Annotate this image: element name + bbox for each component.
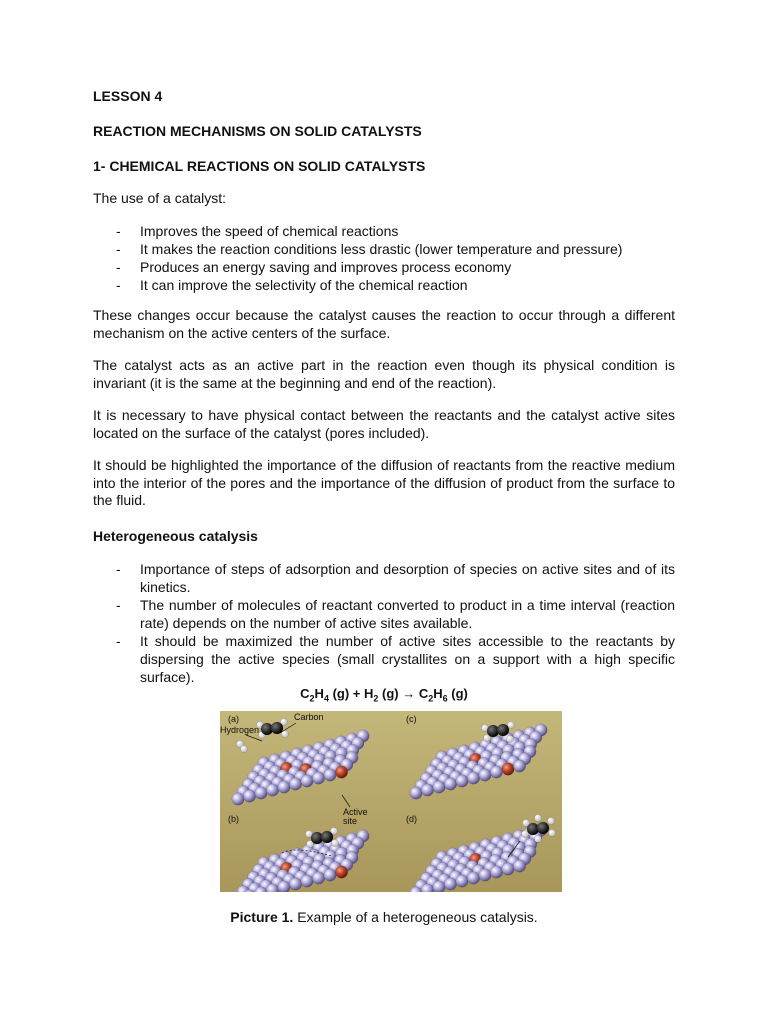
- hydrogen-atom: [240, 745, 247, 752]
- list-item-text: It makes the reaction conditions less drastic (lower temperature and pressure): [140, 241, 623, 257]
- surface-sphere: [433, 881, 445, 892]
- panel-label-b: (b): [228, 814, 239, 824]
- intro-text: The use of a catalyst:: [93, 190, 227, 206]
- hydrogen-atom: [548, 829, 555, 836]
- surface-sphere: [289, 878, 301, 890]
- page-title: REACTION MECHANISMS ON SOLID CATALYSTS: [93, 123, 422, 139]
- catalysis-figure: [220, 711, 562, 892]
- paragraph-active-part: The catalyst acts as an active part in the reaction even though its physical condition is invariant (it is the same at the beginning and end of the reaction).: [93, 357, 675, 391]
- surface-sphere: [513, 760, 525, 772]
- surface-sphere: [232, 793, 244, 805]
- surface-sphere: [456, 775, 468, 787]
- surface-sphere: [278, 781, 290, 793]
- lesson-label: LESSON 4: [93, 88, 163, 104]
- label-active: Active: [343, 807, 368, 817]
- list-item-text: Importance of steps of adsorption and desorption of species on active sites and of its kinetics.: [140, 561, 675, 595]
- list-item: - Improves the speed of chemical reactions: [116, 223, 399, 239]
- section-heading-1: 1- CHEMICAL REACTIONS ON SOLID CATALYSTS: [93, 158, 426, 174]
- active-site-sphere: [335, 766, 347, 778]
- surface-sphere: [444, 878, 456, 890]
- carbon-atom: [321, 831, 333, 843]
- label-carbon: Carbon: [294, 712, 324, 722]
- caption-text: Example of a heterogeneous catalysis.: [293, 909, 538, 925]
- surface-sphere: [312, 872, 324, 884]
- surface-sphere: [421, 784, 433, 796]
- surface-sphere: [490, 866, 502, 878]
- hydrogen-atom: [547, 817, 554, 824]
- surface-sphere: [324, 869, 336, 881]
- list-item: - It makes the reaction conditions less drastic (lower temperature and pressure): [116, 241, 623, 257]
- surface-sphere: [301, 875, 313, 887]
- heterogeneous-points-list: [93, 560, 675, 686]
- list-item-text: It can improve the selectivity of the chemical reaction: [140, 277, 468, 293]
- surface-sphere: [255, 787, 267, 799]
- carbon-atom: [497, 724, 509, 736]
- reaction-equation: $C_2H_4$ $(g) + H_2$ $(g) \to C_2H_6$ (g): [300, 686, 468, 704]
- surface-sphere: [479, 769, 491, 781]
- hydrogen-atom: [534, 835, 541, 842]
- caption-label: Picture 1.: [230, 909, 294, 925]
- panel-label-c: (c): [406, 714, 417, 724]
- surface-sphere: [410, 787, 422, 799]
- surface-sphere: [266, 784, 278, 796]
- section-heading-2: Heterogeneous catalysis: [93, 528, 258, 544]
- surface-sphere: [312, 772, 324, 784]
- paragraph-diffusion: It should be highlighted the importance of the diffusion of reactants from the reactive medium into the interior of the pores and the importance of the diffusion of product from the surface to the fluid.: [93, 457, 675, 508]
- list-item: - It can improve the selectivity of the chemical reaction: [116, 277, 468, 293]
- list-item-text: It should be maximized the number of active sites accessible to the reactants by dispersing the active species (small crystallites on a support with a high specific surface).: [140, 633, 675, 685]
- label-hydrogen: Hydrogen: [220, 725, 260, 735]
- surface-sphere: [324, 769, 336, 781]
- panel-label-d: (d): [406, 814, 417, 824]
- surface-sphere: [301, 775, 313, 787]
- hydrogen-atom: [534, 814, 541, 821]
- list-item: - Importance of steps of adsorption and desorption of species on active sites and of its kinetics.: [116, 561, 675, 595]
- list-item-text: Produces an energy saving and improves process economy: [140, 259, 512, 275]
- surface-sphere: [278, 881, 290, 892]
- list-item: - Produces an energy saving and improves process economy: [116, 259, 512, 275]
- list-item-text: The number of molecules of reactant converted to product in a time interval (reaction rate) depends on the number of active sites available.: [140, 597, 675, 631]
- paragraph-mechanism: These changes occur because the catalyst causes the reaction to occur through a different mechanism on the active centers of the surface.: [93, 307, 675, 341]
- list-item-text: Improves the speed of chemical reactions: [140, 223, 399, 239]
- carbon-atom: [537, 822, 549, 834]
- hydrogen-atom: [331, 839, 338, 846]
- list-item: - It should be maximized the number of active sites accessible to the reactants by dispersing the active species (small crystallites on a support with a high specific surface).: [116, 633, 675, 685]
- paragraph-contact: It is necessary to have physical contact between the reactants and the catalyst active sites located on the surface of the catalyst (pores included).: [93, 407, 675, 441]
- surface-sphere: [502, 863, 514, 875]
- surface-sphere: [444, 778, 456, 790]
- panel-label-a: (a): [228, 714, 239, 724]
- surface-sphere: [433, 781, 445, 793]
- surface-sphere: [479, 869, 491, 881]
- active-site-sphere: [335, 866, 347, 878]
- surface-sphere: [467, 872, 479, 884]
- active-site-sphere: [502, 763, 514, 775]
- label-site: site: [343, 816, 358, 826]
- hydrogen-atom: [506, 735, 513, 742]
- surface-sphere: [289, 778, 301, 790]
- surface-sphere: [243, 790, 255, 802]
- surface-sphere: [456, 875, 468, 887]
- surface-sphere: [490, 766, 502, 778]
- surface-sphere: [513, 860, 525, 872]
- catalyst-uses-list: [93, 222, 675, 294]
- list-item: - The number of molecules of reactant converted to product in a time interval (reaction rate) depends on the number of active sites available.: [116, 597, 675, 631]
- figure-caption: [0, 909, 768, 925]
- surface-sphere: [467, 772, 479, 784]
